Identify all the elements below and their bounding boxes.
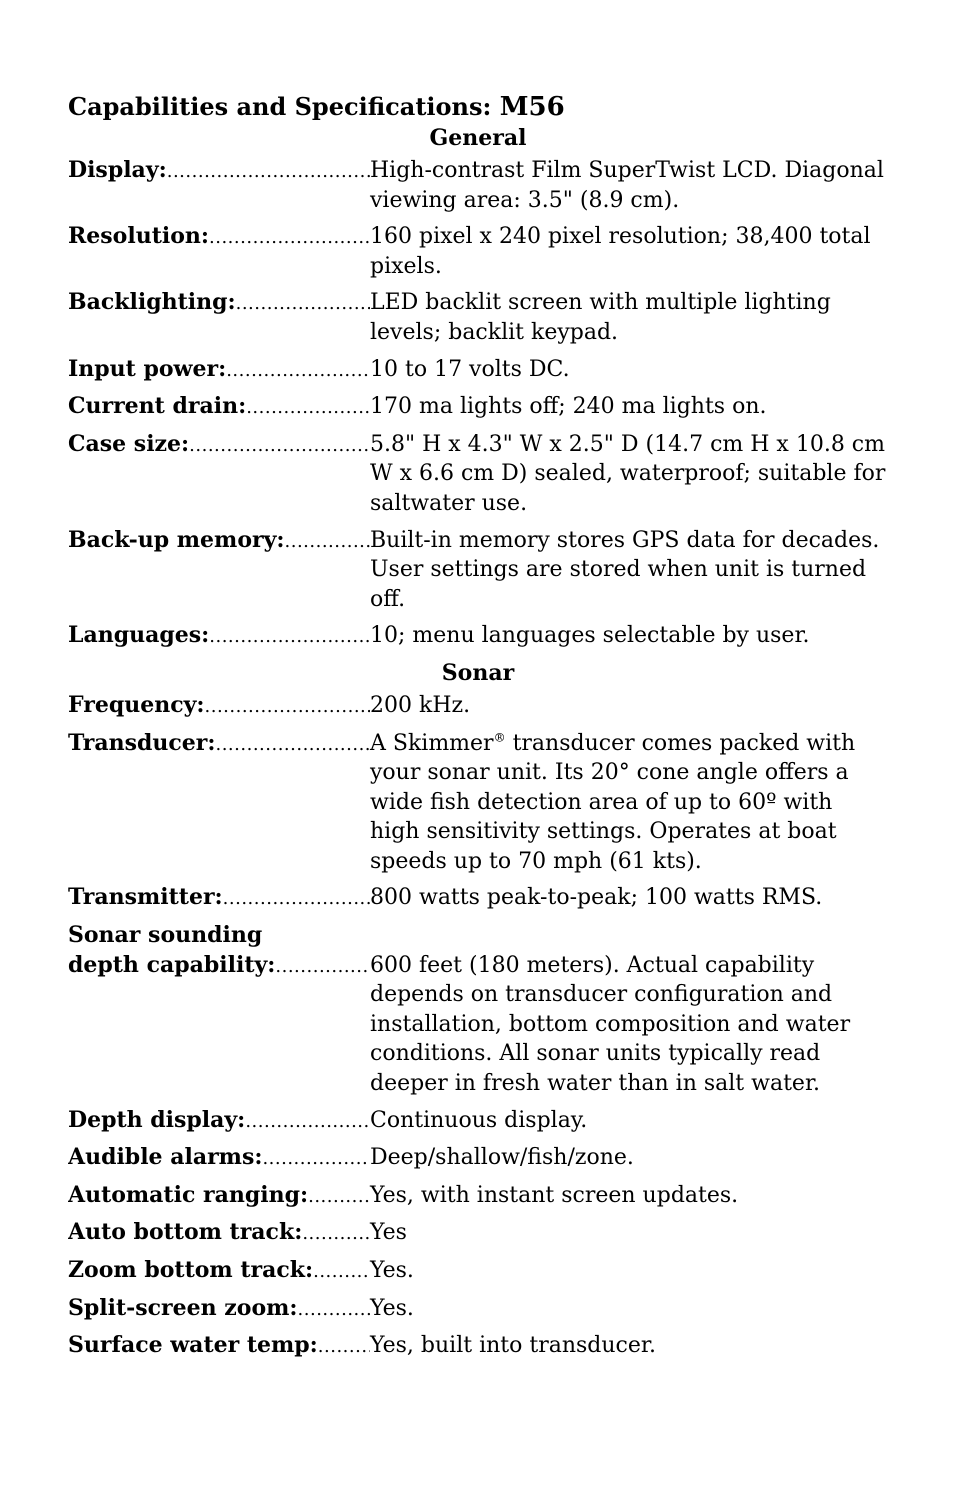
general-spec-list [68,156,888,652]
registered-mark: ® [493,730,506,745]
spec-value: Continuous display. [370,1107,588,1133]
spec-label: Resolution: [68,223,210,250]
spec-row-current-drain [68,392,888,423]
spec-page [68,92,888,1369]
spec-row-frequency [68,691,888,722]
section-heading-sonar: Sonar [441,659,515,686]
section-heading-general: General [429,125,527,151]
spec-label: Zoom bottom track: [68,1257,314,1283]
spec-row-input-power [68,355,888,386]
spec-row-split-screen-zoom [68,1294,888,1325]
page-title [68,92,888,122]
spec-label: Transducer: [68,729,216,756]
spec-label: Depth display: [68,1106,246,1133]
spec-row-backup-memory [68,526,888,615]
spec-label: Frequency: [68,691,205,718]
spec-value: 10 to 17 volts DC. [370,356,570,382]
spec-label: depth capability: [68,951,276,978]
spec-row-backlighting [68,288,888,347]
spec-label: Automatic ranging: [68,1181,309,1208]
spec-label: Surface water temp: [68,1332,318,1359]
spec-value: Yes. [370,1295,414,1321]
spec-value: A Skimmer® transducer comes packed with your sonar unit. Its 20° cone angle offers a wide fish detection area of up to 60º with high sensitivity settings. Operates at boat speeds up to 70 mph (61 kts). [370,730,856,874]
spec-label: Split-screen zoom: [68,1294,298,1321]
spec-row-auto-bottom-track [68,1218,888,1249]
spec-value: LED backlit screen with multiple lighting levels; backlit keypad. [370,290,831,345]
spec-row-case-size [68,430,888,519]
spec-row-audible-alarms [68,1143,888,1174]
spec-row-surface-water-temp [68,1331,888,1362]
spec-row-languages [68,621,888,652]
spec-value: Yes. [370,1258,414,1283]
spec-row-depth-display [68,1106,888,1137]
spec-label: Display: [68,157,167,183]
spec-label: Current drain: [68,393,247,420]
spec-label-line1: Sonar sounding [68,922,263,949]
model-name: M56 [499,92,565,122]
spec-value: Deep/shallow/fish/zone. [370,1145,634,1171]
spec-value: 170 ma lights off; 240 ma lights on. [370,394,767,420]
spec-value: 600 feet (180 meters). Actual capability depends on transducer configuration and installation, bottom composition and water conditions. All sonar units typically read deeper in fresh water than in salt water. [370,952,851,1097]
page-title-text: Capabilities and Specifications: [68,92,492,121]
spec-label: Auto bottom track: [68,1219,303,1246]
spec-row-resolution [68,222,888,281]
spec-row-transducer [68,729,888,877]
spec-label: Input power: [68,355,227,382]
spec-value: Yes [370,1220,407,1246]
spec-value: 10; menu languages selectable by user. [370,623,810,649]
spec-value: High-contrast Film SuperTwist LCD. Diagonal viewing area: 3.5" (8.9 cm). [370,158,884,213]
spec-value: Built-in memory stores GPS data for decades. User settings are stored when unit is turned off. [370,527,880,612]
spec-row-display [68,156,888,215]
spec-row-zoom-bottom-track [68,1256,888,1287]
spec-row-transmitter [68,883,888,914]
spec-value: 5.8" H x 4.3" W x 2.5" D (14.7 cm H x 10.8 cm W x 6.6 cm D) sealed, waterproof; suitable for saltwater use. [370,431,886,516]
sonar-spec-list [68,691,888,1362]
spec-label: Audible alarms: [68,1144,263,1171]
spec-label: Back-up memory: [68,526,285,553]
spec-row-automatic-ranging [68,1181,888,1212]
spec-label: Case size: [68,430,190,457]
spec-value: 200 kHz. [370,692,471,718]
spec-label: Transmitter: [68,884,223,911]
spec-row-depth-capability [68,951,888,1099]
spec-label: Languages: [68,622,210,649]
spec-value: 160 pixel x 240 pixel resolution; 38,400 total pixels. [370,224,871,279]
spec-label: Backlighting: [68,289,236,316]
spec-value: Yes, with instant screen updates. [370,1182,739,1208]
spec-value: 800 watts peak-to-peak; 100 watts RMS. [370,885,823,911]
spec-value: Yes, built into transducer. [370,1333,656,1359]
